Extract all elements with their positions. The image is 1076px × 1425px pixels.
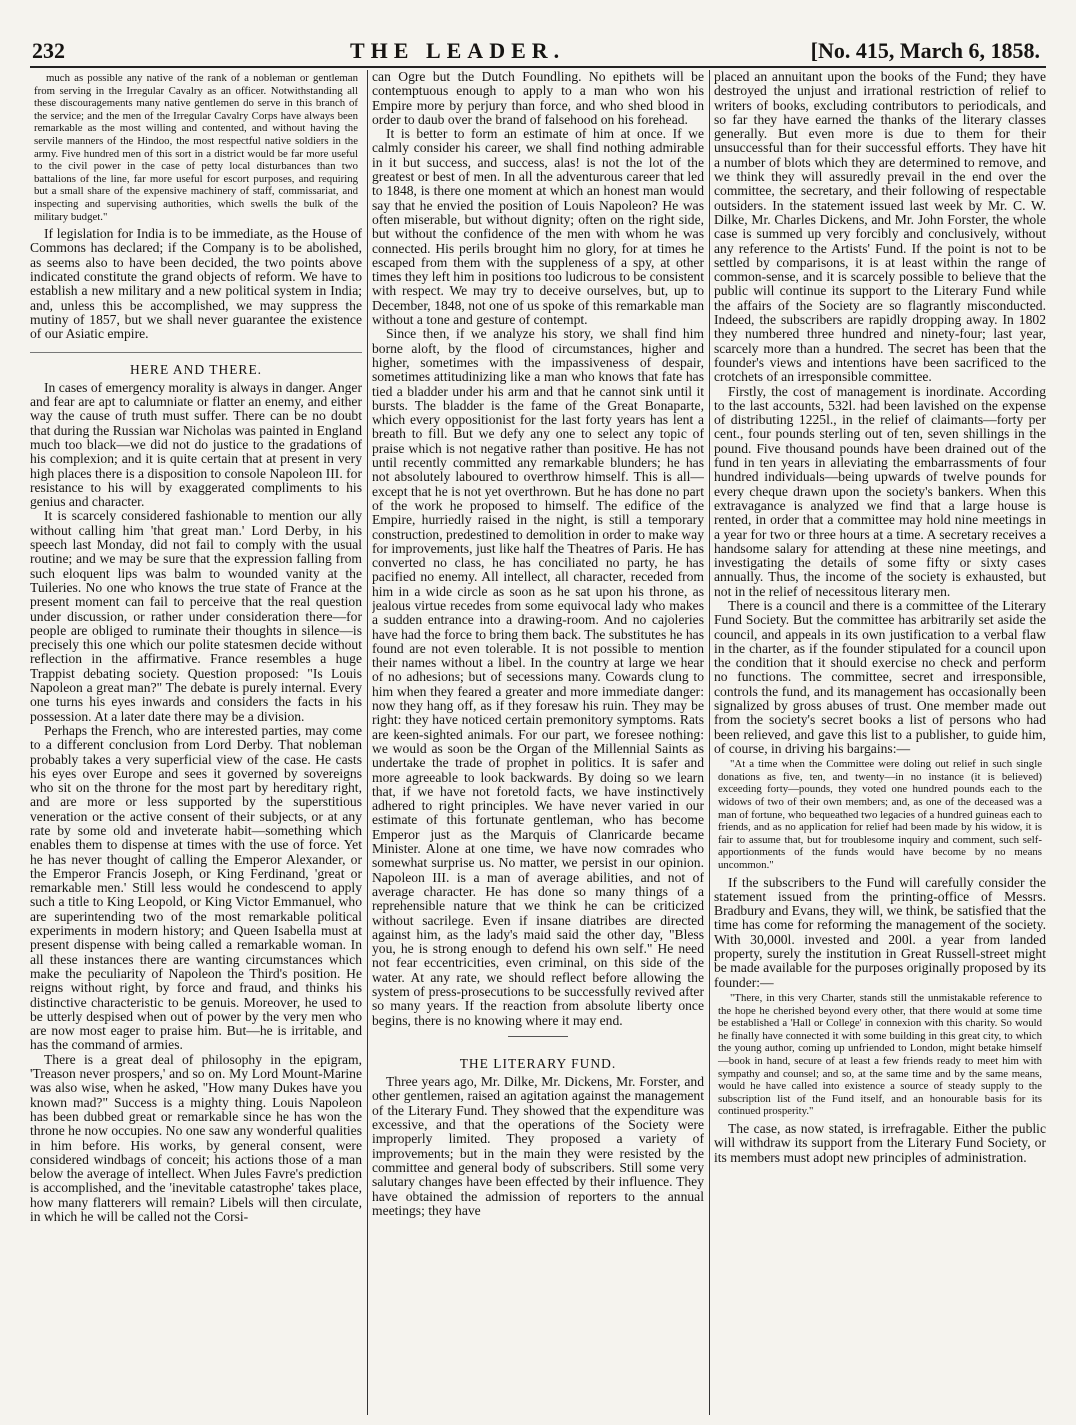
paragraph: The case, as now stated, is irrefragable. Either the public will withdraw its support from the Literary Fund Society, or its members must adopt new principles of administration. (714, 1120, 1046, 1165)
section-title-literary-fund: THE LITERARY FUND. (459, 1055, 617, 1071)
divider (508, 1036, 568, 1037)
paragraph: There is a great deal of philosophy in the epigram, 'Treason never prospers,' and so on. My Lord Mount-Marine was also wise, when he asked, "How many Dukes have you known mad?" Success is a mighty thing. Louis Napoleon has been dubbed great or remarkable since he has won the throne he now occupies. No one saw any wonderful qualities in him before. His works, by general consent, were considered windbags of conceit; his actions those of a man below the average of intellect. When Jules Favre's prediction is accomplished, and the 'inevitable catastrophe' takes place, how many flatterers will remain? Libels will then circulate, in which he will be called not the Corsi- (30, 1051, 362, 1225)
quote-text: "There, in this very Charter, stands still the unmistakable reference to the hope he cherished beyond every other, that there would at some time be established a 'Hall or College' in connexion with this charity. So would he finally have connected it with some building in this great city, to which the young author, coming up unfriended to London, might betake himself—book in hand, secure of at least a few friends ready to meet him with sympathy and counsel; and so, at the same time and by the same means, would he have called into existence a source of steady supply to the subscription list of the Fund itself, and an honourable basis for its continued prosperity." (718, 991, 1042, 1118)
quote-text: "At a time when the Committee were doling out relief in such single donations as five, ten, and twenty—in no instance (it is believed) exceeding forty—pounds, they voted one hundred pounds each to the widows of two of their own members; and, as one of the deceased was a man of fortune, who bequeathed two legacies of a hundred guineas each to friends, and as no application for relief had been made by his widow, it is fair to assume that, but for troublesome inquiry and comment, such self-apportionments of the funds would have become by no means uncommon." (718, 758, 1042, 871)
column-rule (709, 70, 710, 1415)
charter-quote (714, 992, 1046, 1118)
masthead: THE LEADER. (350, 38, 566, 63)
issue-line: [No. 415, March 6, 1858. (810, 38, 1040, 63)
india-quote-end (30, 72, 362, 223)
page-number: 232 (32, 38, 65, 63)
paragraph: can Ogre but the Dutch Foundling. No epithets will be contemptuous enough to apply to a man who won his Empire more by perjury than force, and who shed blood in order to daub over the brand of falsehood on his forehead. (372, 70, 704, 127)
paragraph: It is better to form an estimate of him at once. If we calmly consider his career, we shall find nothing admirable in it but success, and success, alas! is not the lot of the greatest or best of men. In all the adventurous career that led to 1848, is there one moment at which an honest man would say that he envied the position of Louis Napoleon? He was often miserable, but without dignity; often on the right side, but without the confidence of the men with whom he was connected. His perils brought him no glory, for at times he escaped from them with the suppleness of a spy, at other times they left him in positions too ludicrous to be consistent with respect. We may try to deceive ourselves, but, up to December, 1848, not one of us spoke of this remarkable man without a tone and gesture of contempt. (372, 126, 704, 328)
column-rule (367, 70, 368, 1415)
column-3 (714, 70, 1046, 1415)
paragraph: It is scarcely considered fashionable to mention our ally without calling him 'that great man.' Lord Derby, in his speech last Monday, did not fail to comply with the usual routine; and we may be sure that the expression falling from such eloquent lips was balm to wounded vanity at the Tuileries. No one who knows the true state of France at the present moment can fail to perceive that the real question under discussion, or rather under consideration there—for people are obliged to ruminate their thoughts in silence—is precisely this one which our polite statesmen decide without reflection in the affirmative. France resembles a huge Trappist debating society. Question proposed: "Is Louis Napoleon a great man?" The debate is purely internal. Every one turns his eyes inwards and considers the facts in his possession. At a later date there may be a division. (30, 508, 362, 724)
paragraph: placed an annuitant upon the books of the Fund; they have destroyed the unjust and irrational restriction of relief to writers of books, excluding contributors to periodicals, and so far they have earned the thanks of the literary classes generally. But even more is due to them for their unsuccessful than for their successful efforts. They have hit a number of blots which they are determined to remove, and we think they will assuredly prevail in the end over the committee, the secretary, and their following of respectable outsiders. In the statement issued last week by Mr. C. W. Dilke, Mr. Charles Dickens, and Mr. John Forster, the whole case is summed up very forcibly and conclusively, without any reference to the Artists' Fund. If the point is not to be settled by comparisons, it is at least within the range of common-sense, and it is scarcely possible to believe that the public will continue its support to the Literary Fund while the affairs of the Society are so flagrantly misconducted. Indeed, the subscribers are rapidly dropping away. In 1802 they numbered three hundred and ninety-four; last year, scarcely more than a hundred. The secret has been that the founder's views and intentions have been sacrificed to the crotchets of an irresponsible committee. (714, 70, 1046, 385)
column-1 (30, 70, 362, 1415)
page-header (30, 40, 1046, 68)
paragraph: Perhaps the French, who are interested parties, may come to a different conclusion from Lord Derby. That nobleman probably takes a very superficial view of the case. He casts his eyes over Europe and sees it governed by sovereigns who sit on the throne for the most part by hereditary right, and are more or less supported by the superstitious veneration or the active consent of their subjects, or at any rate by some old and inveterate habit—something which enables them to dispense at times with the use of force. Yet he has never thought of calling the Emperor Alexander, or the Emperor Francis Joseph, or King Ferdinand, 'great or remarkable men.' Still less would he condescend to apply such a title to King Leopold, or King Victor Emmanuel, who are superintending two of the most remarkable political experiments in modern history; and Queen Isabella must at present dispense with being called a remarkable woman. In all these instances there are wanting circumstances which make the peculiarity of Napoleon the Third's position. He reigns without right, by force and fraud, and thinks his distinctive characteristic to be genuis. Moreover, he used to be utterly despised when out of power by the very men who are now most eager to praise him. But—he is irritable, and has the command of armies. (30, 722, 362, 1053)
columns (30, 70, 1046, 1415)
paragraph: In cases of emergency morality is always in danger. Anger and fear are apt to calumniate or flatter an enemy, and either way the cause of truth must suffer. There can be no doubt that during the Russian war Nicholas was painted in England much too black—we did not do justice to the gradations of his complexion; and it is quite certain that at present in very high places there is a disposition to console Napoleon III. for resistance to his will by exaggerated compliments to his genius and character. (30, 379, 362, 510)
quote-text: much as possible any native of the rank of a nobleman or gentleman from serving in the Irregular Cavalry as an officer. Notwithstanding all these discouragements many native gentlemen do serve in this branch of the service; and the men of the Irregular Cavalry Corps have always been remarkable as the most willing and contented, and without having the servile manners of the Hindoo, the most respectful native soldiers in the army. Five hundred men of this sort in a district would be far more useful to the civil power in the case of petty local disturbances than two battalions of the line, far more useful for escort purposes, and requiring but a small share of the expensive machinery of staff, commissariat, and inspecting and supervising authorities, which swells the bulk of the military budget." (34, 72, 358, 223)
column-2 (372, 70, 704, 1415)
paragraph: Since then, if we analyze his story, we shall find him borne aloft, by the flood of circumstances, higher and higher, sometimes with the impassiveness of despair, sometimes attitudinizing like a man who knows that fate has tied a bladder under his arm and that he cannot sink until it bursts. The bladder is the fame of the Great Bonaparte, which every oppositionist for the last forty years has lent a breath to fill. But we defy any one to select any topic of praise which is not negative rather than positive. He has not until recently committed any remarkable blunders; he has not absolutely laboured to overthrow himself. This is all—except that he is not yet overthrown. But he has done no part of the work he proposed to himself. The edifice of the Empire, hurriedly raised in the night, is still a temporary construction, predestined to demolition in order to make way for improvements, just like half the Theatres of Paris. He has converted no class, he has conciliated no party, he has pacified no enemy. All intellect, all character, receded from him in a wide circle as soon as he sat upon his throne, as jealous virtue recedes from some equivocal lady who makes a sudden entrance into a drawing-room. And no cajoleries have had the force to bring them back. The substitutes he has found are not even tolerable. It is not possible to mention their names without a libel. In the country at large we hear of no adhesions; but of secessions many. Cowards clung to him when they feared a greater and more immediate danger: now they hang off, as if they foresaw his ruin. They may be right: they have noticed certain premonitory symptoms. Rats are keen-sighted animals. For our part, we foresee nothing: we would as soon be the Organ of the Millennial Saints as undertake the trade of prophet in politics. It is safer and more agreeable to look backwards. By doing so we learn that, if we have not foretold facts, we have instinctively adhered to right principles. We have never varied in our estimate of this fortunate gentleman, who has become Emperor just as the Marquis of Clanricarde became Minister. Alone at one time, we have now comrades who somewhat surprise us. No matter, we persist in our opinion. Napoleon III. is a man of average abilities, and not of average character. He has done so many things of a reprehensible nature that we think he can be criticized without sacrilege. Even if insane diatribes are directed against him, as the lady's maid said the other day, "Bless you, he is strong enough to defend his own self." He need not fear eccentricities, even criminal, on this side of the water. At any rate, we should reflect before allowing the system of press-prosecutions to be successfully revived after so many years. If the reaction from absolute liberty once begins, there is no knowing where it may end. (372, 326, 704, 1028)
paragraph: Firstly, the cost of management is inordinate. According to the last accounts, 532l. had been lavished on the expense of distributing 1225l., in the relief of claimants—forty per cent., four pounds sterling out of ten, seven shillings in the pound. Five thousand pounds have been drained out of the fund in ten years in alleviating the embarrassments of four hundred individuals—being upwards of twelve pounds for every cheque drawn upon the society's bankers. When this extravagance is analyzed we find that a large house is rented, in order that a committee may hold nine meetings in a year for two or three hours at a time. A secretary receives a handsome salary for attending at these nine meetings, and investigating the details of some fifty or sixty cases annually. Thus, the income of the society is exhausted, but not in the relief of necessitous literary men. (714, 383, 1046, 599)
paragraph: Three years ago, Mr. Dilke, Mr. Dickens, Mr. Forster, and other gentlemen, raised an agitation against the management of the Literary Fund. They showed that the expenditure was excessive, and that the operations of the Society were improperly limited. They proposed a variety of improvements; but in the main they were resisted by the committee and general body of subscribers. Still some very salutary changes have been effected by their influence. They have obtained the admission of reporters to the annual meetings; they have (372, 1074, 704, 1218)
paragraph: If the subscribers to the Fund will carefully consider the statement issued from the printing-office of Messrs. Bradbury and Evans, they will, we think, be satisfied that the time has come for reforming the management of the society. With 30,000l. invested and 200l. a year from landed property, surely the institution in Great Russell-street might be made available for the purposes originally proposed by its founder:— (714, 874, 1046, 990)
section-title-here-and-there: HERE AND THERE. (30, 352, 362, 377)
paragraph: If legislation for India is to be immediate, as the House of Commons has declared; if the Company is to be abolished, as seems also to have been decided, the two points above indicated constitute the grand objects of reform. We have to establish a new military and a new political system in India; and, unless this be accomplished, we may suppress the mutiny of 1857, but we shall never guarantee the existence of our Asiatic empire. (30, 226, 362, 342)
committee-quote (714, 758, 1046, 871)
paragraph: There is a council and there is a committee of the Literary Fund Society. But the committee has arbitrarily set aside the council, and appeals in its own justification to a verbal flaw in the charter, as if the founder stipulated for a council upon the condition that it should exercise no check and perform no functions. The committee, secret and irresponsible, controls the fund, and its management has occasionally been signalized by gross abuses of trust. One member made out from the society's secret books a list of persons who had been relieved, and gave this list to a publisher, to guide him, of course, in driving his bargains:— (714, 597, 1046, 756)
